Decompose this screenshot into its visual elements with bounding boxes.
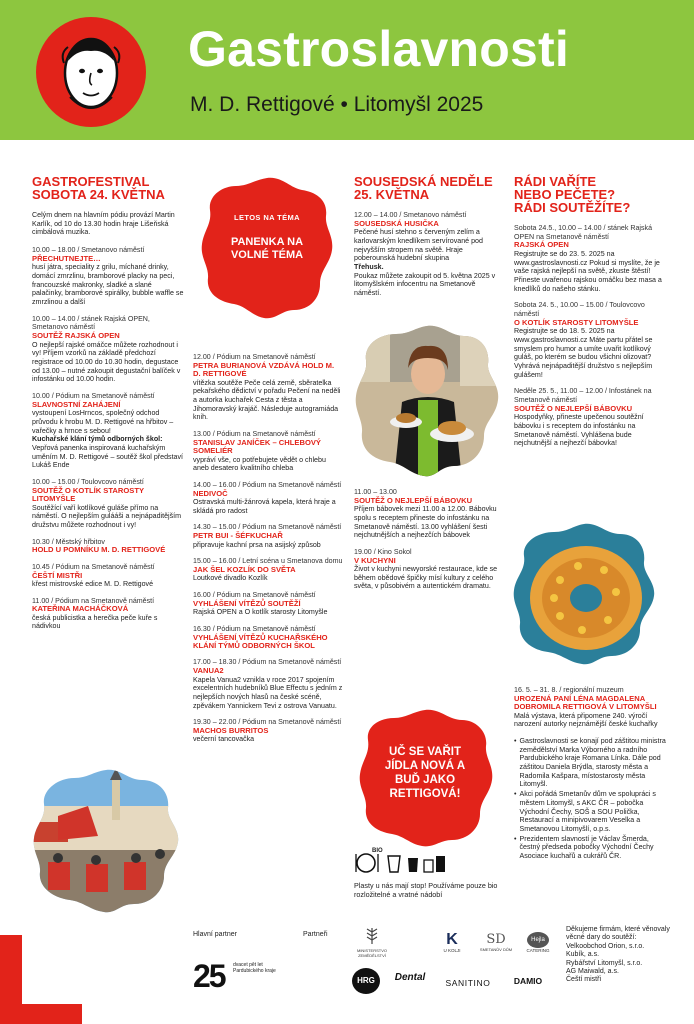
sponsor-smetanuv-dum: SD SMETANŮV DŮM <box>479 932 513 952</box>
bio-label: BIO <box>372 848 383 854</box>
bullet-text: Prezidentem slavností je Václav Šmerda, čestný předseda pobočky Východní Čechy Asociace kuchařů a cukrářů ČR. <box>519 834 654 861</box>
event-time-place: 14.30 – 15.00 / Pódium na Smetanově náměstí <box>193 523 342 532</box>
event-name: SOUTĚŽ O NEJLEPŠÍ BÁBOVKU <box>354 495 473 505</box>
column-sunday-lower <box>354 488 504 599</box>
event-name: STANISLAV JANÍČEK – CHLEBOVÝ SOMELIÉR <box>193 437 321 456</box>
event-name: VYHLÁŠENÍ VÍTĚZŮ KUCHAŘSKÉHO KLÁNÍ TÝMŮ ODBORNÝCH ŠKOL <box>193 632 328 651</box>
patronage-bullet <box>514 790 666 834</box>
corner-bar-horizontal <box>0 1004 82 1024</box>
event-name: PETR BUI - ŠÉFKUCHAŘ <box>193 531 283 541</box>
event-description: Registrujte se do 18. 5. 2025 na www.gastroslavnosti.cz Máte partu přátel se smyslem pro humor a umíte uvařit kotlíkový guláš, po kterém se budou všichni olizovat? Vyhrává nejnápaditější družstvo s nejlepším gulášem! <box>514 327 653 379</box>
event-description: Registrujte se do 23. 5. 2025 na www.gastroslavnosti.cz Pokud si myslíte, že je vaše rajská nejlepší na světě, zkuste štěstí! Přineste uvařenou rajskou omáčku bez masa a knedlíků do našeho stánku. <box>514 249 662 293</box>
event-item <box>32 597 184 632</box>
event-name: SOUTĚŽ RAJSKÁ OPEN <box>32 331 120 341</box>
event-name: SOUTĚŽ O NEJLEPŠÍ BÁBOVKU <box>514 403 633 413</box>
event-name: SOUTĚŽ O KOTLÍK STAROSTY LITOMYŠLE <box>32 485 144 504</box>
event-item <box>354 211 504 298</box>
event-description: Pečené husí stehno s červeným zelím a karlovarským knedlíkem servírované pod nejvyšším stropem na světě. Hraje poberounská hudební skupina <box>354 228 483 263</box>
event-description: Malá výstava, která připomene 240. výročí narození autorky nejznámější české kuchařky <box>514 711 658 729</box>
event-time-place: Sobota 24. 5., 10.00 – 15.00 / Toulovcovo náměstí <box>514 301 645 319</box>
event-time-place: 19.00 / Kino Sokol <box>354 547 412 556</box>
event-item <box>32 315 184 384</box>
bullet-text: Gastroslavnosti se konají pod záštitou ministra zemědělství Marka Výborného a radního Pardubického kraje Romana Línka. Dále pod záštitou Daniela Brýdla, starosty města a Radomila Kašpara, místostarosty města Litomyšl. <box>519 736 666 789</box>
wheat-icon <box>361 926 383 946</box>
event-item <box>514 686 666 729</box>
event-time-place: 14.00 – 16.00 / Pódium na Smetanově náměstí <box>193 480 342 489</box>
event-time-place: Neděle 25. 5., 11.00 – 12.00 / Infostánek na Smetanově náměstí <box>514 387 652 405</box>
event-name: HOLD U POMNÍKU M. D. RETTIGOVÉ <box>32 545 166 555</box>
learn-cooking-text: UČ SE VAŘIT JÍDLA NOVÁ A BUĎ JAKO RETTIGOVÁ! <box>384 746 466 800</box>
event-item <box>193 557 343 583</box>
event-time-place: 16.30 / Pódium na Smetanově náměstí <box>193 624 316 633</box>
event-name: UROZENÁ PANÍ LÉNA MAGDALENA DOBROMILA RETTIGOVÁ V LITOMYŠLI <box>514 693 657 712</box>
column-sunday <box>354 175 504 306</box>
event-description: křest mistrovské edice M. D. Rettigové <box>32 579 154 588</box>
event-time-place: Sobota 24.5., 10.00 – 14.00 / stánek Rajská OPEN na Smetanově náměstí <box>514 224 653 241</box>
bullet-icon: • <box>514 790 517 799</box>
event-item <box>514 387 664 448</box>
event-name: JAK ŠEL KOZLÍK DO SVĚTA <box>193 564 296 574</box>
event-description: vypráví vše, co potřebujete vědět o chlebu aneb desatero kvalitního chleba <box>193 455 326 473</box>
column-saturday <box>32 175 184 639</box>
bio-tableware-icon <box>354 848 450 874</box>
photo-festival-square <box>28 766 184 914</box>
event-time-place: 19.30 – 22.00 / Pódium na Smetanově náměstí <box>193 718 342 727</box>
event-item <box>32 478 184 530</box>
event-description: Kapela Vanua2 vznikla v roce 2017 spojením excelentních hudebníků Blue Effectu s jedním z nejlepších nových hlasů na české scéně, zpěvákem Yannickem Tevi z ostrova Vanuatu. <box>193 675 343 710</box>
event-description: Loutkové divadlo Kozlík <box>193 574 268 583</box>
event-name: V KUCHYNI <box>354 555 396 565</box>
event-description-more: Vepřová panenka inspirovaná kuchařským uměním M. D. Rettigové – soutěž škol představí Lukáš Ende <box>32 443 184 470</box>
column-heading: RÁDI VAŘÍTE NEBO PEČETE? RÁDI SOUTĚŽÍTE? <box>514 174 631 215</box>
event-time-place: 15.00 – 16.00 / Letní scéna u Smetanova domu <box>193 557 343 566</box>
bio-text: Plasty u nás mají stop! Používáme pouze bio rozložitelné a vratné nádobí <box>354 881 498 899</box>
event-time-place: 10.00 – 15.00 / Toulovcovo náměstí <box>32 478 144 487</box>
sponsor-dental: Dental <box>394 972 426 983</box>
event-description: O nejlepší rajské omáčce můžete rozhodnout i vy! Příjem vzorků na základě předchozí registrace od 10.00 do 10.30 hodin, degustace od 13.00 – nutné zakoupit degustační balíček v infostánku od 10.00 hodin. <box>32 340 181 384</box>
partners-label: Partneři <box>303 931 328 938</box>
bullet-icon: • <box>514 834 517 843</box>
event-description: Hospodyňky, přineste upečenou soutěžní bábovku i s receptem do infostánku na Smetanově náměstí. Vyhlášena bude nejchutnější a nejhezčí bábovka! <box>514 413 644 448</box>
column-competitions <box>514 175 664 456</box>
event-item <box>354 548 504 591</box>
event-description: Život v kuchyni newyorské restaurace, kde se během obědové špičky mísí kultury z celého světa, v působivém a autentickém dramatu. <box>354 565 498 591</box>
photo-woman-with-cake <box>350 322 504 480</box>
event-name: KATEŘINA MACHÁČKOVÁ <box>32 604 129 614</box>
event-time-place: 10.00 – 18.00 / Smetanovo náměstí <box>32 246 145 255</box>
event-name: O KOTLÍK STAROSTY LITOMYŠLE <box>514 317 639 327</box>
event-description-more: Poukaz můžete zakoupit od 5. května 2025 v litomyšlském infocentru na Smetanově náměstí. <box>354 271 496 298</box>
event-item <box>32 246 184 307</box>
event-time-place: 16.00 / Pódium na Smetanově náměstí <box>193 591 316 600</box>
event-time-place: 17.00 – 18.30 / Pódium na Smetanově náměstí <box>193 658 342 667</box>
main-partner-label: Hlavní partner <box>193 931 237 938</box>
event-item <box>193 625 343 651</box>
event-description: Příjem bábovek mezi 11.00 a 12.00. Bábovku spolu s receptem přineste do infostánku na Smetanově náměstí. 13.00 vyhlášení šesti nejchutnějších a nejhezčích bábovek <box>354 505 497 540</box>
event-time-place: 13.00 / Pódium na Smetanově náměstí <box>193 430 316 439</box>
rettigova-portrait-icon <box>58 33 124 115</box>
page-subtitle: M. D. Rettigové • Litomyšl 2025 <box>190 93 484 116</box>
event-item <box>354 488 504 540</box>
sponsor-sanitino: SANITINO <box>445 978 491 988</box>
sponsor-hrg: HRG <box>352 968 380 994</box>
event-item <box>32 538 184 555</box>
donor-name: Velkoobchod Orion, s.r.o. <box>566 942 645 950</box>
sponsor-damio: DAMIO <box>513 976 543 986</box>
event-item <box>193 430 343 473</box>
kraj-number: 25 <box>193 958 225 994</box>
event-name: PETRA BURIANOVÁ VZDÁVÁ HOLD M. D. RETTIGOVÉ <box>193 360 335 379</box>
theme-name: PANENKA NA VOLNÉ TÉMA <box>230 236 304 261</box>
event-item <box>193 591 343 617</box>
intro-text: Celým dnem na hlavním pódiu provází Martin Karlík, od 10 do 13.30 hodin hraje Lišeňská cimbálová muzika. <box>32 211 175 237</box>
donor-name: Rybářství Litomyšl, s.r.o. <box>566 959 643 967</box>
event-bold-note: Kuchařské klání týmů odborných škol: <box>32 435 163 444</box>
event-name: SLAVNOSTNÍ ZAHÁJENÍ <box>32 399 121 409</box>
event-item <box>193 718 343 744</box>
event-time-place: 10.30 / Městský hřbitov <box>32 537 105 546</box>
bio-dishes-block <box>354 848 504 900</box>
event-time-place: 10.45 / Pódium na Smetanově náměstí <box>32 562 155 571</box>
event-description: Ostravská multi-žánrová kapela, která hraje a skládá pro radost <box>193 498 336 515</box>
event-name: MACHOS BURRITOS <box>193 726 269 736</box>
event-description: připravuje kachní prsa na asijský způsob <box>193 540 321 549</box>
event-name: VYHLÁŠENÍ VÍTĚZŮ SOUTĚŽÍ <box>193 598 301 608</box>
event-description: vítězka soutěže Peče celá země, sběratelka pekařského dědictví v pořadu Pečení na neděli a autorka kuchařek Cesta z těsta a Jihomoravský krajáč. Následuje autogramiáda knih. <box>193 378 341 422</box>
event-time-place: 11.00 – 13.00 <box>354 488 397 496</box>
kraj-text: dvacet pět let Pardubického kraje <box>233 962 276 974</box>
event-name: VANUA2 <box>193 666 224 676</box>
theme-label: LETOS NA TÉMA <box>233 213 301 222</box>
event-time-place: 11.00 / Pódium na Smetanově náměstí <box>32 596 155 605</box>
photo-bundt-cake <box>508 520 660 668</box>
page-title: Gastroslavnosti <box>188 21 569 77</box>
event-description: vystoupení LosHrncos, společný odchod průvodu k hrobu M. D. Rettigové na hřbitov – vařečky a hrnce s sebou! <box>32 409 174 435</box>
event-item <box>514 224 664 293</box>
column-saturday-continued <box>193 353 343 752</box>
event-item <box>32 563 184 589</box>
event-name: ČEŠTÍ MISTŘI <box>32 570 83 580</box>
bullet-icon: • <box>514 736 517 745</box>
donor-name: Čeští mistři <box>566 976 601 984</box>
donor-name: AG Maiwald, a.s. <box>566 968 619 976</box>
bullet-text: Akci pořádá Smetanův dům ve spolupráci s městem Litomyšl, s AKC ČR – pobočka Východní Čechy, SOŠ a SOU Polička, Restaurací a minipivovarem Veselka a Smetanovou Litomyšlí, o.p.s. <box>519 790 656 833</box>
event-item <box>193 353 343 422</box>
event-item <box>32 392 184 470</box>
event-name: PŘECHUTNEJTE… <box>32 253 101 263</box>
event-bold-note: Třehusk. <box>354 262 384 271</box>
event-item <box>193 481 343 516</box>
event-time-place: 16. 5. – 31. 8. / regionální muzeum <box>514 686 624 694</box>
event-description: česká publicistka a herečka peče kuře s nádivkou <box>32 613 158 631</box>
event-name: NEDIVOČ <box>193 488 228 498</box>
event-item <box>193 523 343 549</box>
patronage-bullet <box>514 737 666 789</box>
column-heading: SOUSEDSKÁ NEDĚLE 25. KVĚTNA <box>354 174 493 202</box>
column-heading: GASTROFESTIVAL SOBOTA 24. KVĚTNA <box>32 174 165 202</box>
event-name: RAJSKÁ OPEN <box>514 240 569 250</box>
event-description: Soutěžící vaří kotlíkové guláše přímo na náměstí. O nejlepším gulááši a nejnápaditějším družstvu můžete rozhodnout i vy! <box>32 503 182 530</box>
event-item <box>193 658 343 710</box>
event-description: husí játra, speciality z grilu, míchané drinky, domácí zmrzlinu, bramborové placky na peci, francouzské makronky, sladké a slané palačinky, bramborové spirálky, bubble waffle se zmrzlinou a další <box>32 263 184 307</box>
donor-name: Kubík, a.s. <box>566 951 600 959</box>
column-museum-and-patronage <box>514 686 666 862</box>
pardubice-region-logo <box>193 958 283 994</box>
event-time-place: 12.00 / Pódium na Smetanově náměstí <box>193 353 316 361</box>
event-item <box>514 301 664 379</box>
thanks-block: Děkujeme firmám, které věnovaly věcné dary do soutěží: Velkoobchod Orion, s.r.o. Kubík, a.s. Rybářství Litomyšl, s.r.o. AG Maiwald, a.s. Čeští mistři <box>566 926 678 985</box>
event-time-place: 10.00 / Pódium na Smetanově náměstí <box>32 392 155 401</box>
event-description: večerní tancovačka <box>193 735 255 744</box>
event-time-place: 10.00 – 14.00 / stánek Rajská OPEN, Smetanovo náměstí <box>32 314 150 332</box>
event-time-place: 12.00 – 14.00 / Smetanovo náměstí <box>354 211 467 219</box>
patronage-bullet <box>514 835 666 861</box>
sponsor-u-kolji: K U KOLJI <box>443 931 461 953</box>
event-name: SOUSEDSKÁ HUSIČKA <box>354 218 439 228</box>
event-description: Rajská OPEN a O kotlík starosty Litomyšle <box>193 608 328 617</box>
sponsor-catering: Hejla CATERING <box>520 932 556 953</box>
sponsor-ministry: MINISTERSTVO ZEMĚDĚLSTVÍ <box>350 926 394 958</box>
